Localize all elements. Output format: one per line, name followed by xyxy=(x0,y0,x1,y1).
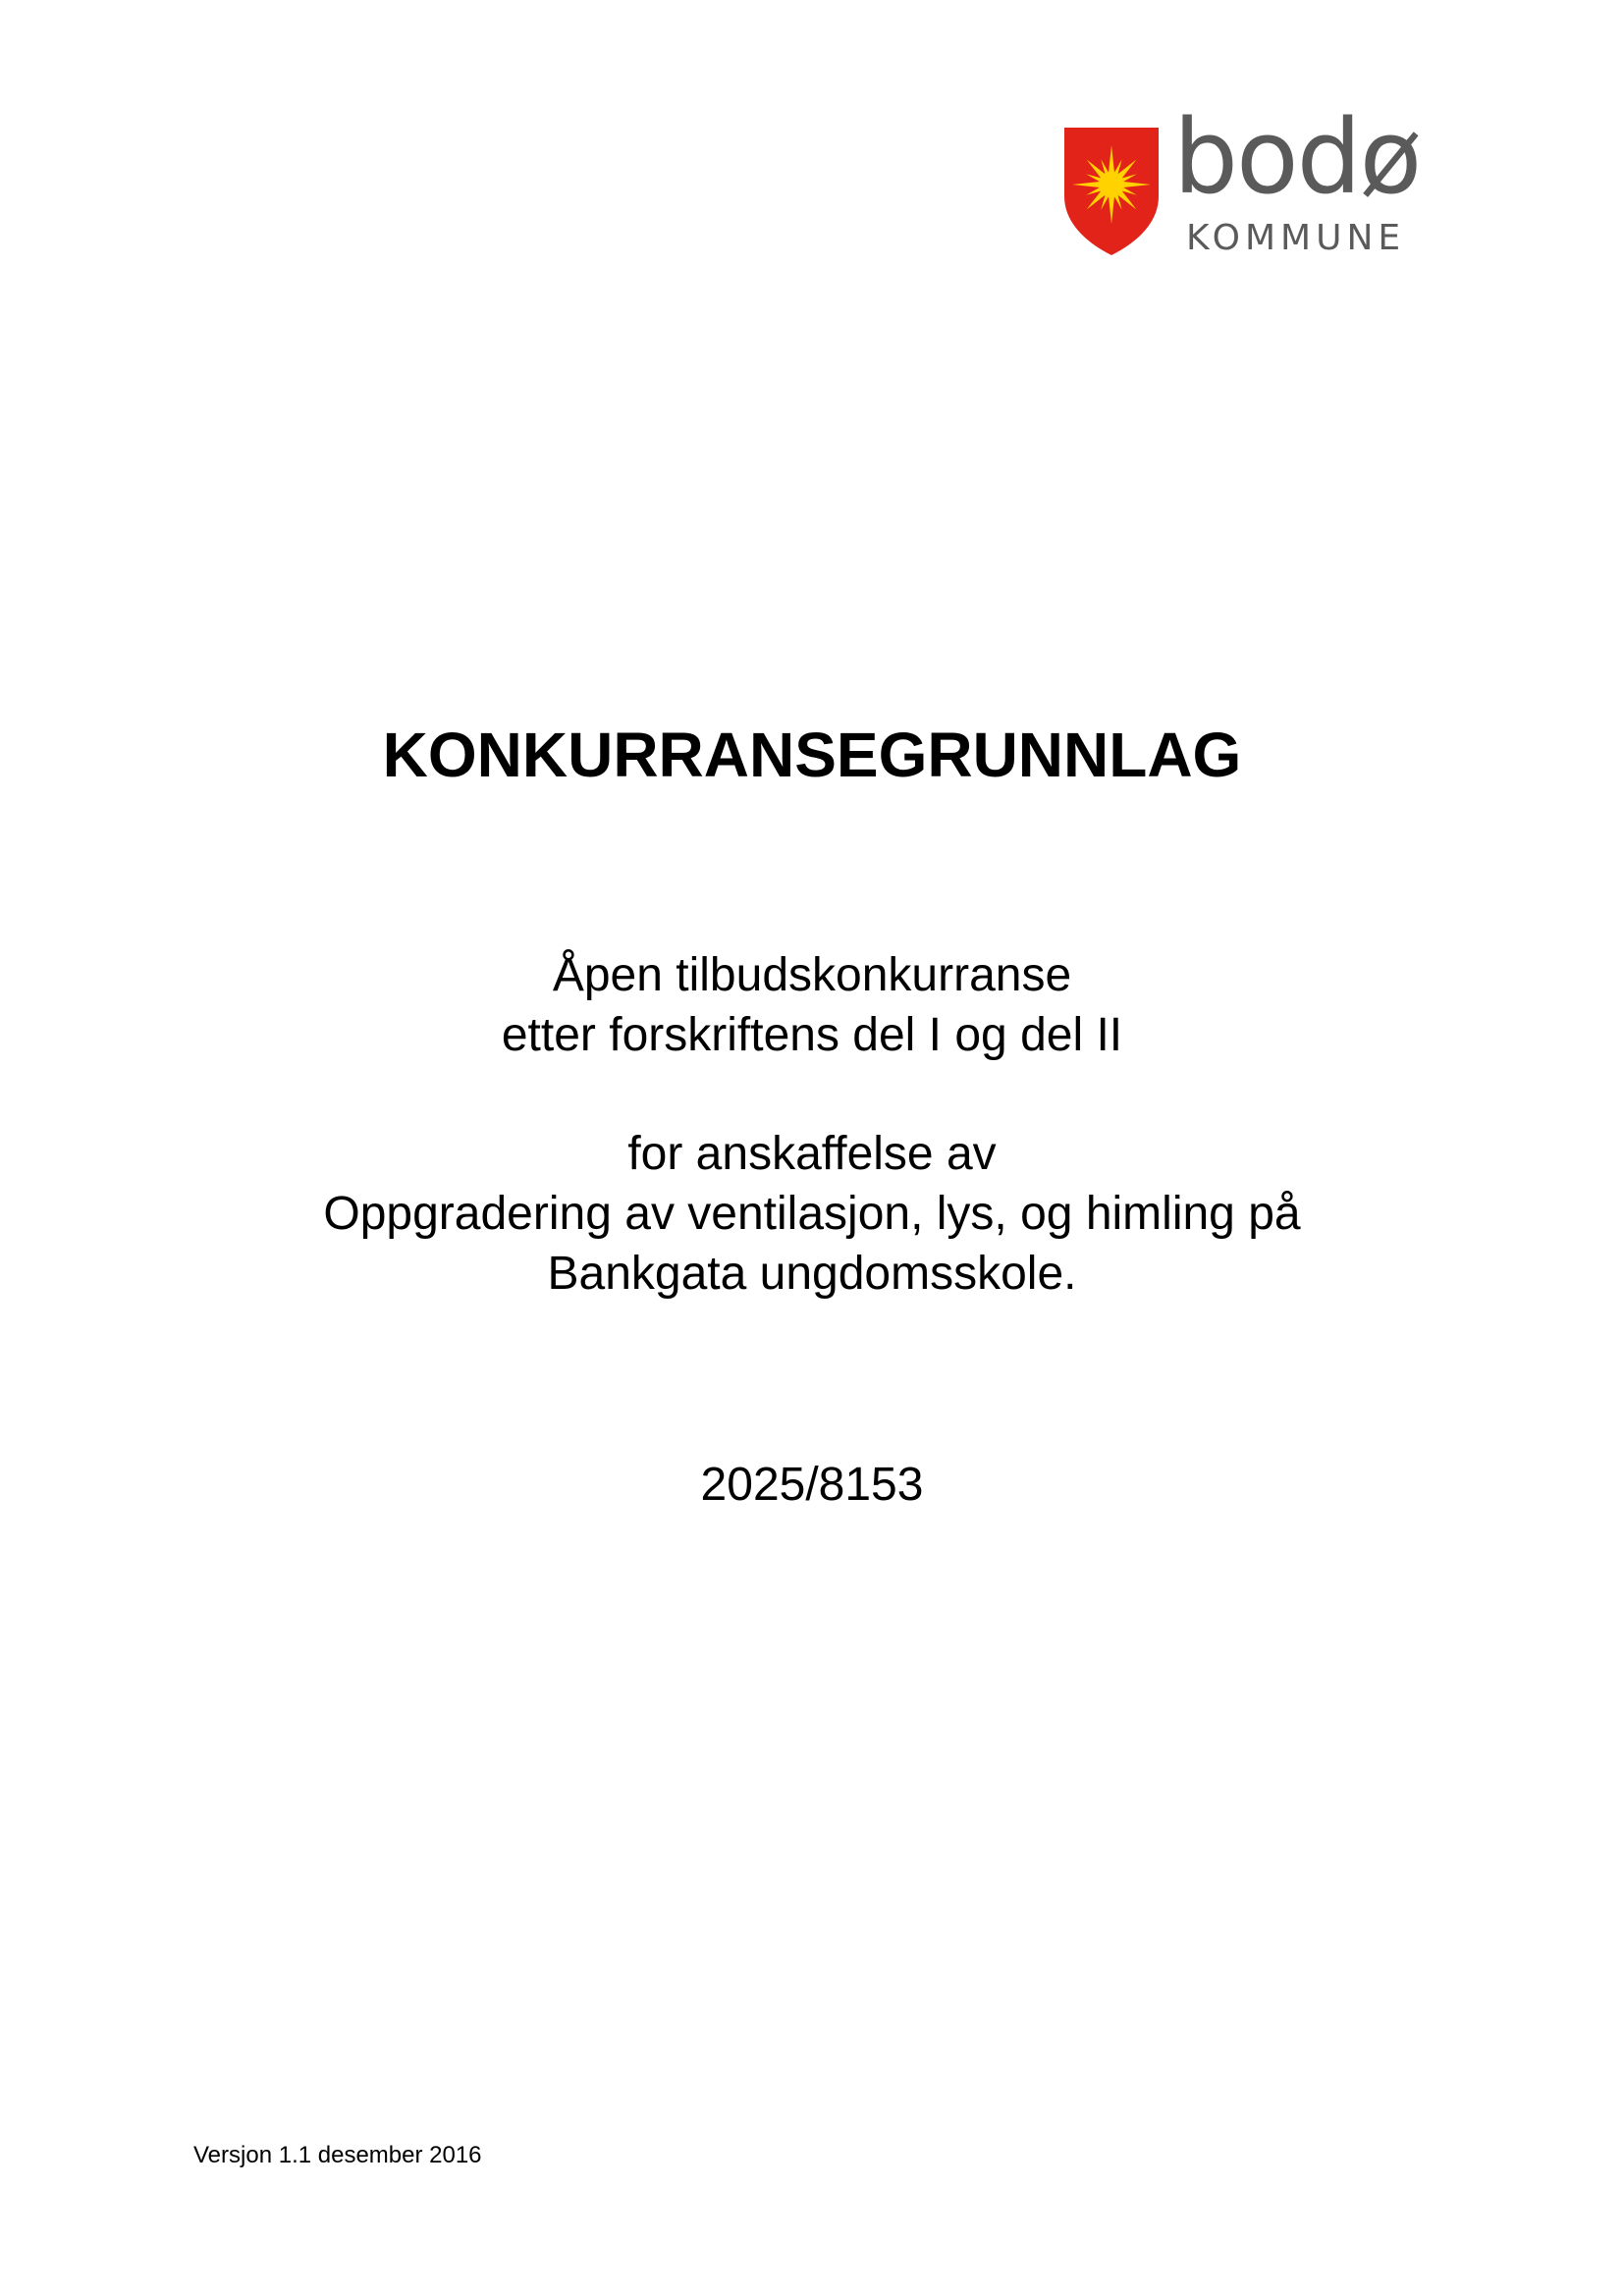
subject-description xyxy=(0,1124,1624,1304)
case-number: 2025/8153 xyxy=(700,1459,924,1511)
logo-wordmark: bodø xyxy=(1173,97,1421,217)
version-note: Versjon 1.1 desember 2016 xyxy=(193,2142,482,2168)
procedure-line-2: etter forskriftens del I og del II xyxy=(501,1009,1123,1061)
procedure-line-1: Åpen tilbudskonkurranse xyxy=(552,949,1072,1001)
subject-line-2: Oppgradering av ventilasjon, lys, og himling på xyxy=(323,1188,1301,1240)
subject-line-3: Bankgata ungdomsskole. xyxy=(547,1248,1077,1300)
subject-line-1: for anskaffelse av xyxy=(627,1128,997,1180)
bodo-kommune-logo xyxy=(1062,97,1435,259)
coat-of-arms-sun-icon xyxy=(1062,126,1161,257)
logo-subtitle: KOMMUNE xyxy=(1186,218,1406,258)
document-title: KONKURRANSEGRUNNLAG xyxy=(382,720,1242,790)
procedure-description xyxy=(0,945,1624,1065)
